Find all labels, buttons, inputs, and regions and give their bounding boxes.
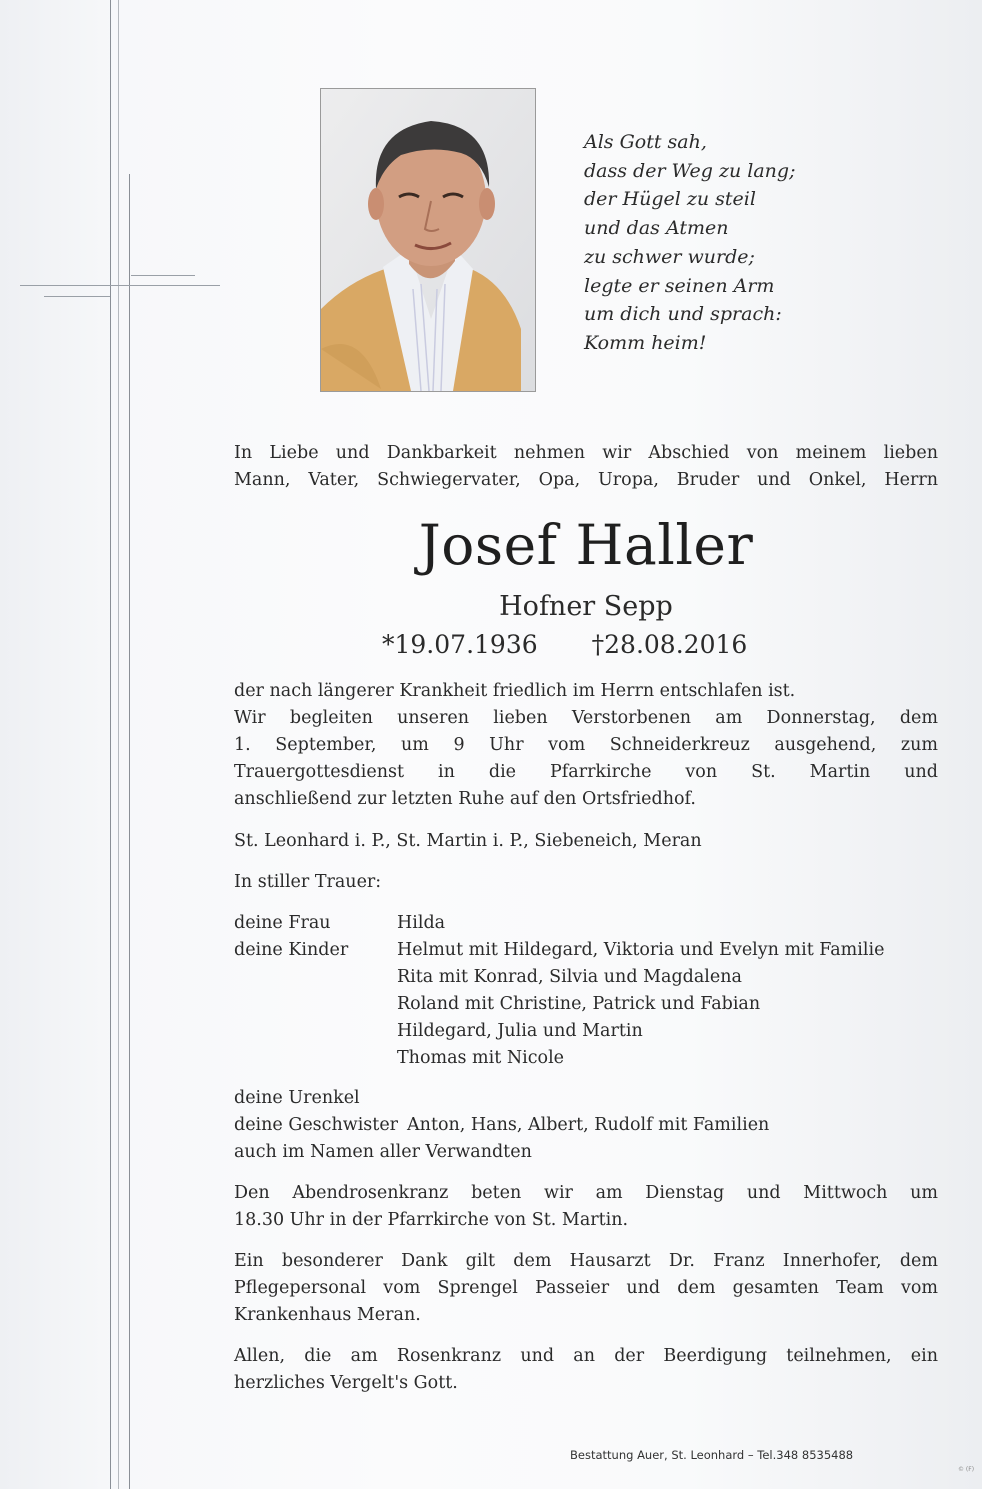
closing-text <box>234 1343 938 1397</box>
family-row <box>234 964 884 991</box>
poem-line: Komm heim! <box>584 331 707 354</box>
places: St. Leonhard i. P., St. Martin i. P., Siebeneich, Meran <box>234 831 702 851</box>
relation-names: Hildegard, Julia und Martin <box>397 1021 643 1041</box>
family-row <box>234 937 884 964</box>
poem-line: um dich und sprach: <box>584 303 782 326</box>
thanks-line: Pflegepersonal vom Sprengel Passeier und dem gesamten Team vom <box>234 1278 938 1298</box>
family-list <box>234 910 884 1072</box>
funeral-line: anschließend zur letzten Ruhe auf den Ortsfriedhof. <box>234 789 696 809</box>
poem-line: und das Atmen <box>584 217 729 240</box>
funeral-line: der nach längerer Krankheit friedlich im Herrn entschlafen ist. <box>234 681 796 701</box>
relation-label: deine Urenkel <box>234 1088 360 1108</box>
poem-line: zu schwer wurde; <box>584 245 755 268</box>
relation-names: Hilda <box>397 913 446 933</box>
birth-date: *19.07.1936 <box>382 630 538 659</box>
family-row <box>234 910 884 937</box>
life-dates <box>382 628 747 662</box>
thanks-line: Ein besonderer Dank gilt dem Hausarzt Dr. Franz Innerhofer, dem <box>234 1251 938 1271</box>
family-row <box>234 991 884 1018</box>
closing-line: herzliches Vergelt's Gott. <box>234 1373 458 1393</box>
family-list-extended <box>234 1085 769 1166</box>
funeral-line: 1. September, um 9 Uhr vom Schneiderkreuz ausgehend, zum <box>234 735 938 755</box>
relation-names: Rita mit Konrad, Silvia und Magdalena <box>397 967 742 987</box>
family-row <box>234 1018 884 1045</box>
portrait-photo <box>320 88 536 392</box>
death-date: †28.08.2016 <box>591 630 748 659</box>
funeral-text <box>234 678 938 813</box>
poem <box>584 128 795 358</box>
poem-line: dass der Weg zu lang; <box>584 159 796 182</box>
intro-line: In Liebe und Dankbarkeit nehmen wir Abschied von meinem lieben <box>234 443 938 463</box>
relation-label: deine Frau <box>234 913 331 933</box>
relation-names: Thomas mit Nicole <box>397 1048 565 1068</box>
funeral-home-footer: Bestattung Auer, St. Leonhard – Tel.348 8535488 <box>570 1448 854 1462</box>
intro-line: Mann, Vater, Schwiegervater, Opa, Uropa, Bruder und Onkel, Herrn <box>234 470 938 490</box>
copyright-mark: © (F) <box>958 1466 975 1473</box>
relation-names: Anton, Hans, Albert, Rudolf mit Familien <box>407 1115 770 1135</box>
relation-label: deine Geschwister <box>234 1115 399 1135</box>
rosary-line: Den Abendrosenkranz beten wir am Dienstag und Mittwoch um <box>234 1183 938 1203</box>
deceased-name: Josef Haller <box>418 513 754 577</box>
relatives-note: auch im Namen aller Verwandten <box>234 1142 532 1162</box>
family-row <box>234 1085 769 1112</box>
relation-label: deine Kinder <box>234 940 349 960</box>
poem-line: Als Gott sah, <box>584 131 707 153</box>
intro-text <box>234 440 938 494</box>
family-row <box>234 1139 769 1166</box>
family-row <box>234 1045 884 1072</box>
relation-names: Roland mit Christine, Patrick und Fabian <box>397 994 761 1014</box>
deceased-nickname: Hofner Sepp <box>499 591 673 622</box>
family-row <box>234 1112 769 1139</box>
funeral-line: Wir begleiten unseren lieben Verstorbenen am Donnerstag, dem <box>234 708 938 728</box>
poem-line: legte er seinen Arm <box>584 274 775 297</box>
poem-line: der Hügel zu steil <box>584 188 756 211</box>
rosary-text <box>234 1180 938 1234</box>
thanks-text <box>234 1248 938 1329</box>
mourning-heading: In stiller Trauer: <box>234 872 382 892</box>
funeral-line: Trauergottesdienst in die Pfarrkirche von St. Martin und <box>234 762 938 782</box>
thanks-line: Krankenhaus Meran. <box>234 1305 421 1325</box>
rosary-line: 18.30 Uhr in der Pfarrkirche von St. Martin. <box>234 1210 629 1230</box>
relation-names: Helmut mit Hildegard, Viktoria und Evelyn mit Familie <box>397 940 885 960</box>
closing-line: Allen, die am Rosenkranz und an der Beerdigung teilnehmen, ein <box>234 1346 938 1366</box>
